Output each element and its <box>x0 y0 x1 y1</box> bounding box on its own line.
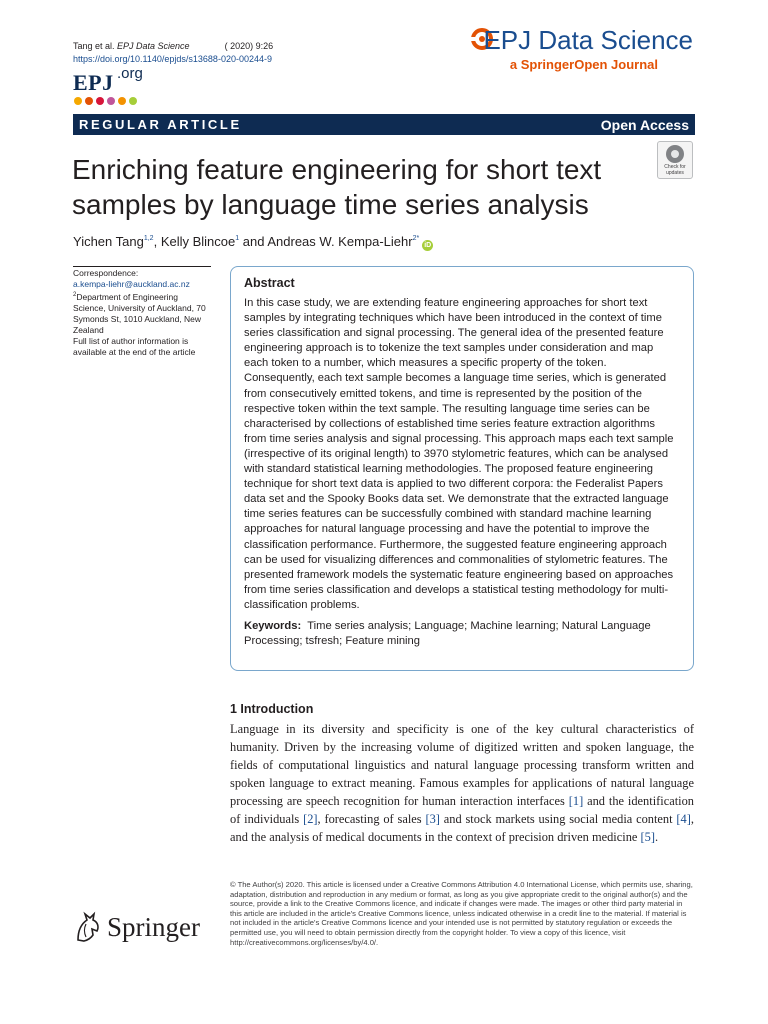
journal-title: EPJ Data Science <box>483 25 693 55</box>
introduction-paragraph <box>230 720 694 846</box>
springer-logo <box>72 910 200 944</box>
epj-dot <box>96 97 104 105</box>
intro-text: and the identification of individuals <box>230 794 694 826</box>
author-affiliation[interactable]: 1,2 <box>143 235 154 242</box>
intro-text: , forecasting of sales <box>317 812 426 826</box>
article-title: Enriching feature engineering for short text samples by language time series analysis <box>72 154 602 220</box>
epj-dot <box>129 97 137 105</box>
reference-link[interactable]: [3] <box>425 812 440 826</box>
epj-dot <box>107 97 115 105</box>
abstract-box <box>230 266 694 671</box>
reference-link[interactable]: [2] <box>303 812 318 826</box>
author-affiliation[interactable]: 1 <box>235 235 240 242</box>
open-access-label: Open Access <box>600 116 689 133</box>
affiliation <box>73 290 211 336</box>
author-affiliation[interactable]: 2* <box>412 235 420 242</box>
check-updates-icon <box>666 145 684 163</box>
keywords <box>244 619 680 649</box>
author-list <box>73 234 433 251</box>
intro-text: Language in its diversity and specificity is one of the key cultural characteristics of humanity. Driven by the increasing volume of digitized written and spoken language, the fields of computational linguistics and natural language processing transform written and spoken language to extract meaning. Famous examples for applications of natural language processing are speech recognition for human interaction interfaces <box>230 722 694 808</box>
check-updates-line2: updates <box>666 170 684 176</box>
sidebar-rule <box>73 266 211 267</box>
article-type-banner <box>73 114 695 135</box>
running-citation <box>73 41 273 51</box>
license-notice: © The Author(s) 2020. This article is licensed under a Creative Commons Attribution 4.0 International License, which permits use, sharing, adaptation, distribution and reproduction in any medium or format, as long as you give appropriate credit to the original author(s) and the source, provide a link to the Creative Commons licence, and indicate if changes were made. The images or other third party material in this article are included in the article's Creative Commons licence, unless indicated otherwise in a credit line to the material. If material is not included in the article's Creative Commons licence and your intended use is not permitted by statutory regulation or exceeds the permitted use, you will need to obtain permission directly from the copyright holder. To view a copy of this licence, visit http://creativecommons.org/licenses/by/4.0/. <box>230 880 693 947</box>
citation-year-article: ( 2020) 9:26 <box>224 41 274 51</box>
intro-text: and stock markets using social media content <box>439 812 677 826</box>
reference-link[interactable]: [5] <box>640 830 655 844</box>
author-name: Andreas W. Kempa-Liehr <box>267 234 413 249</box>
author-separator: , <box>153 234 161 249</box>
citation-journal: EPJ Data Science <box>117 41 190 51</box>
author-separator: and <box>239 234 268 249</box>
intro-text: , and the analysis of medical documents in the context of precision driven medicine <box>230 812 694 844</box>
affiliation-text: Department of Engineering Science, University of Auckland, 70 Symonds St, 1010 Auckland, New Zealand <box>73 291 206 335</box>
epj-logo-org: .org <box>117 65 143 82</box>
check-for-updates-badge[interactable] <box>657 141 693 179</box>
reference-link[interactable]: [1] <box>568 794 584 808</box>
keywords-label: Keywords: <box>244 619 302 632</box>
author-info-note: Full list of author information is available at the end of the article <box>73 335 196 357</box>
correspondence-sidebar <box>73 268 211 358</box>
epj-dot <box>74 97 82 105</box>
epj-dot <box>118 97 126 105</box>
springer-wordmark: Springer <box>107 911 200 942</box>
correspondence-email[interactable]: a.kempa-liehr@auckland.ac.nz <box>73 279 190 289</box>
section-heading-introduction: 1 Introduction <box>230 702 314 716</box>
author-name: Kelly Blincoe <box>160 234 236 249</box>
correspondence-label: Correspondence: <box>73 268 139 278</box>
article-type: REGULAR ARTICLE <box>79 117 242 132</box>
author-name: Yichen Tang <box>73 234 144 249</box>
abstract-text: In this case study, we are extending feature engineering approaches for short text samples by integrating techniques which have been introduced in the context of time series classification and signal processing. The general idea of the presented feature engineering approach is to tokenize the text samples under consideration and map each token to a number, which measures a specific property of the token. Consequently, each text sample becomes a language time series, which is generated from consecutively emitted tokens, and time is represented by the position of the respective token within the text sample. The resulting language time series can be characterised by collections of established time series feature extraction algorithms from time series analysis and signal processing. This approach maps each text sample (irrespective of its original length) to 3970 stylometric features, which can be analysed with standard statistical learning methodologies. The proposed feature engineering technique for short text data is applied to two different corpora: the Federalist Papers data set and the Spooky Books data set. We demonstrate that the extracted language time series features can be successfully combined with standard machine learning approaches for natural language processing and have the potential to improve the classification performance. Furthermore, the suggested feature engineering approach can be used for visualizing differences and commonalities of stylometric features. The presented framework models the systematic feature engineering based on approaches from time series classification and develops a statistical testing methodology for multi-classification problems. <box>244 297 674 611</box>
reference-link[interactable]: [4] <box>676 812 691 826</box>
affiliation-marker: 2 <box>73 292 77 298</box>
citation-authors: Tang et al. <box>73 41 118 51</box>
abstract-heading: Abstract <box>244 276 295 290</box>
epj-dot <box>85 97 93 105</box>
epj-logo-dots <box>74 97 137 105</box>
epj-logo-word: EPJ <box>73 70 114 95</box>
check-updates-line1: Check for <box>664 164 686 170</box>
doi-link[interactable]: https://doi.org/10.1140/epjds/s13688-020-00244-9 <box>73 54 272 64</box>
journal-subtitle: a SpringerOpen Journal <box>509 57 658 72</box>
keywords-list: Time series analysis; Language; Machine learning; Natural Language Processing; tsfresh; Feature mining <box>244 619 651 648</box>
springer-horse-icon <box>72 910 102 944</box>
intro-text: . <box>654 830 659 844</box>
orcid-icon[interactable]: iD <box>424 242 432 249</box>
